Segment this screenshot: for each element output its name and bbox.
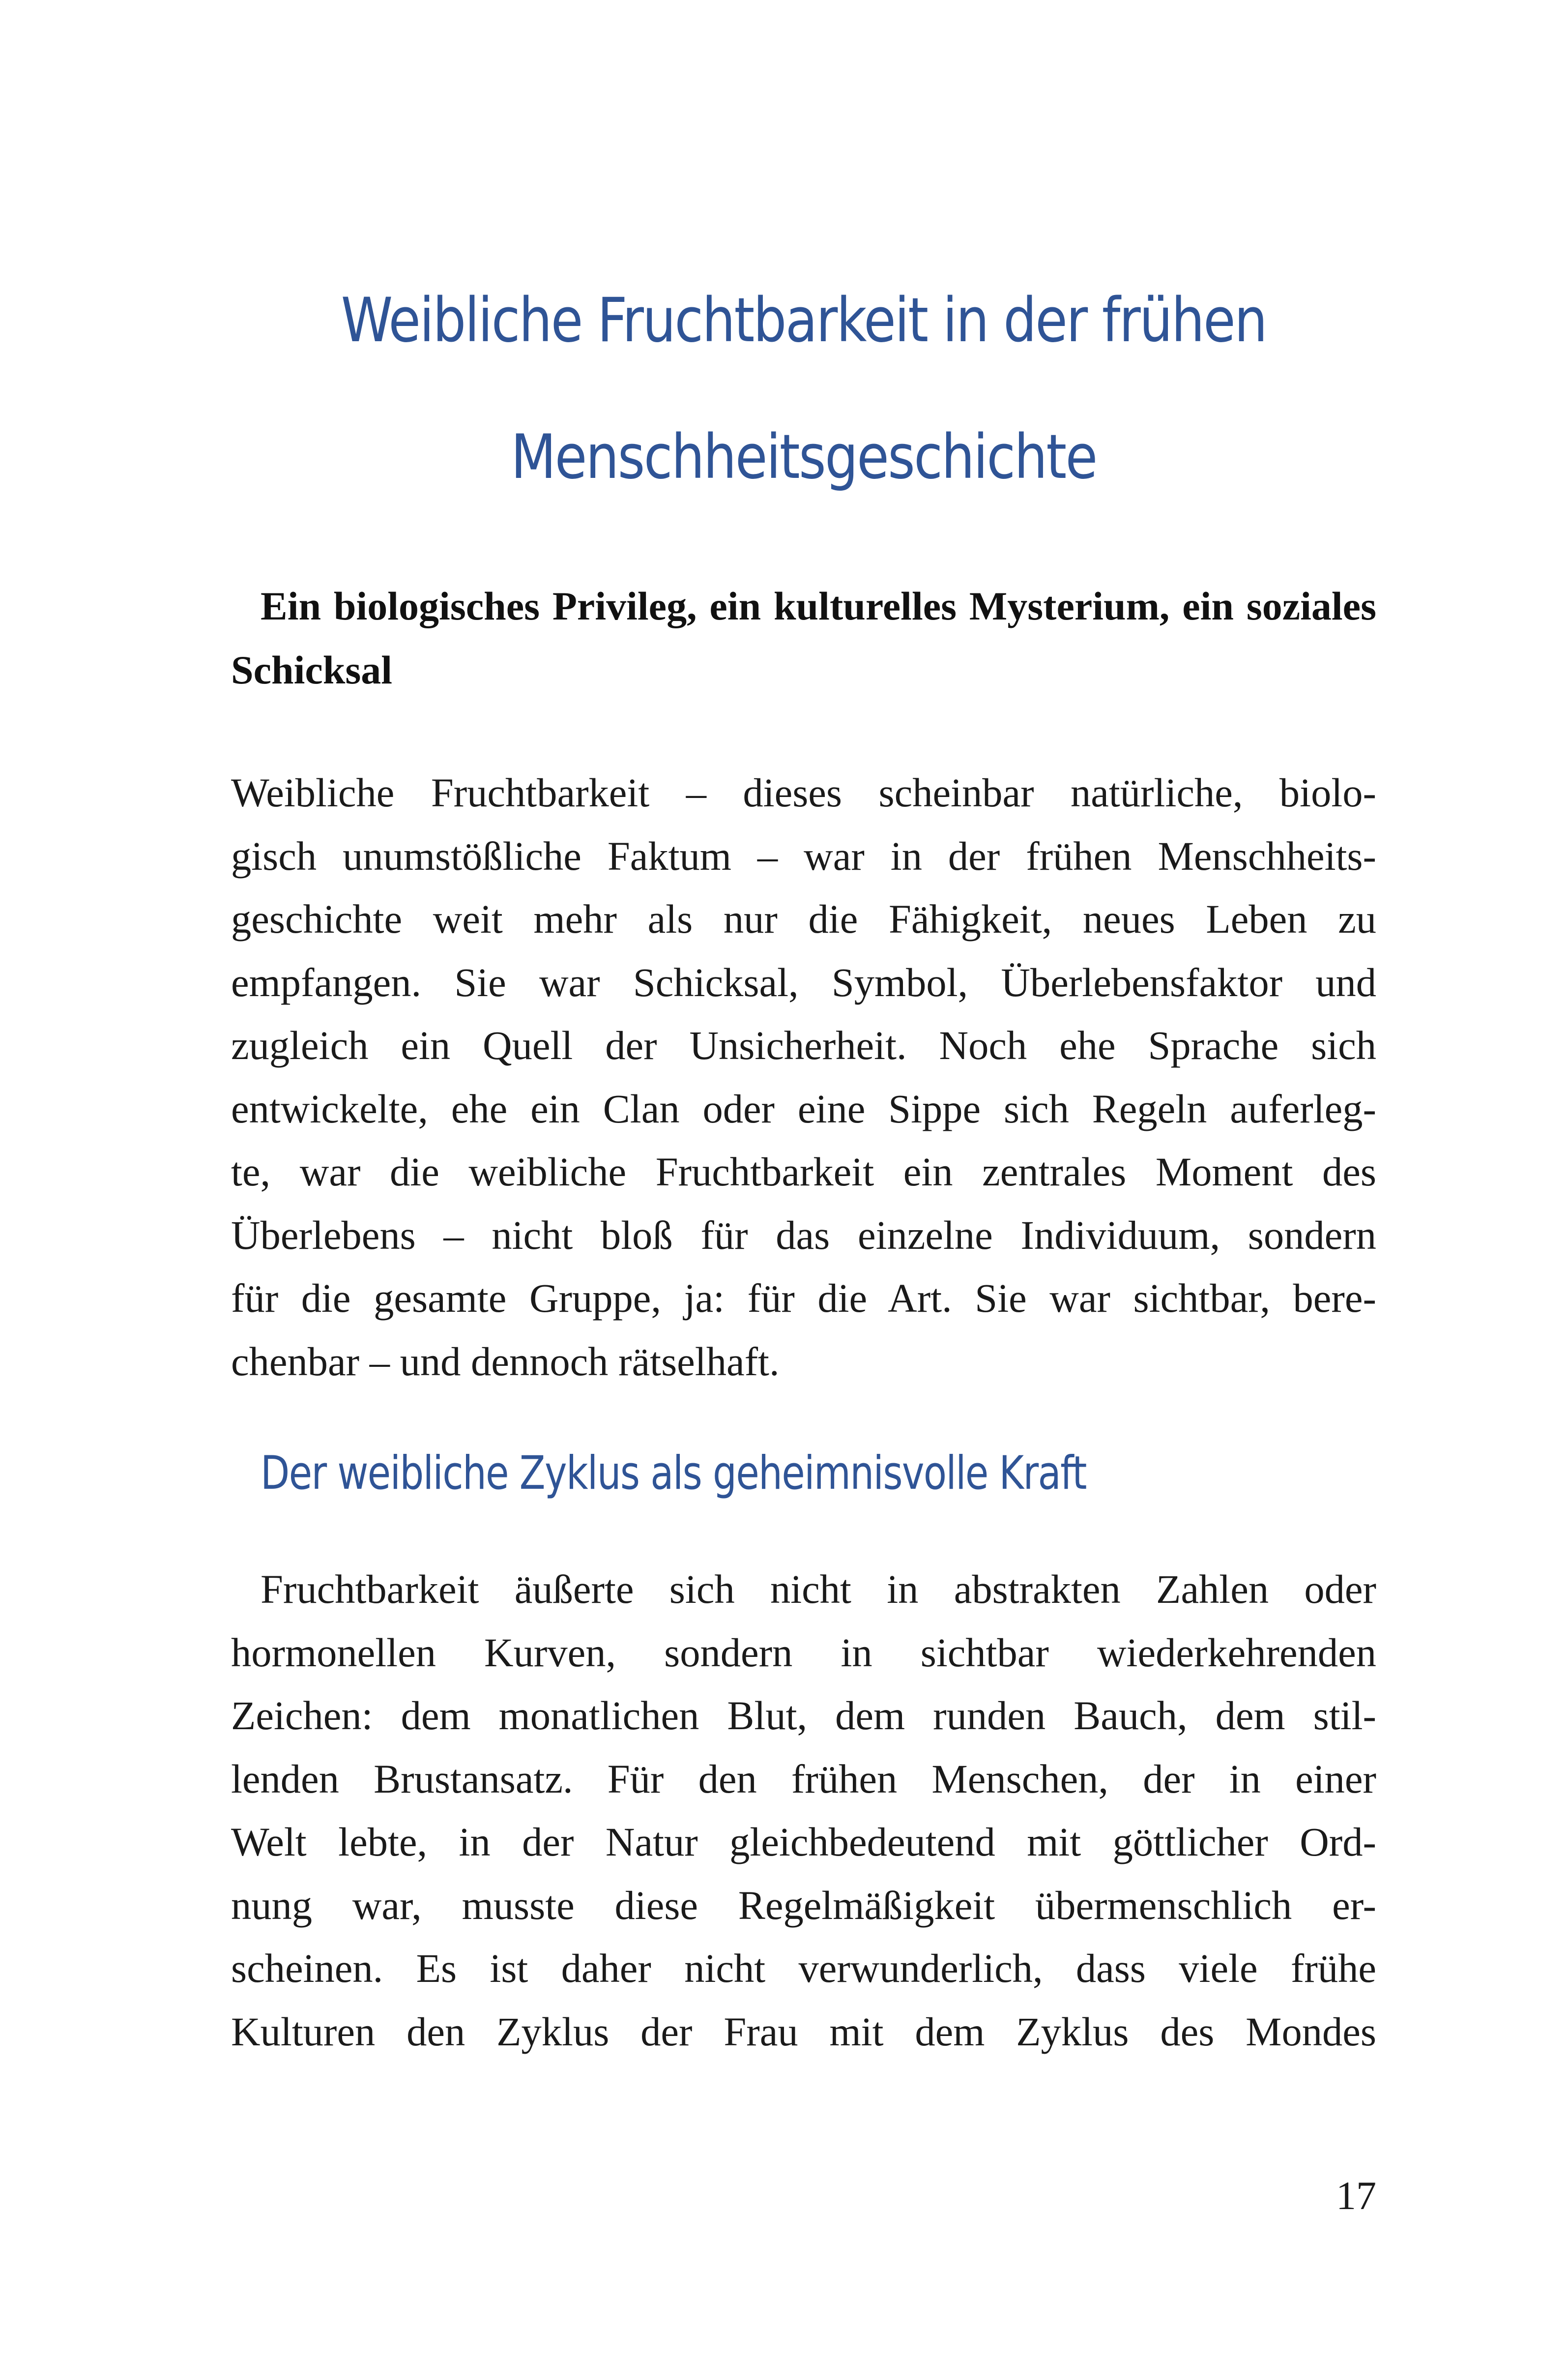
chapter-subtitle: Ein biologisches Privileg, ein kulturelles Mysterium, ein soziales Schicksal bbox=[231, 584, 1376, 692]
paragraph-line: zugleich ein Quell der Unsicherheit. Noch ehe Sprache sich bbox=[231, 1023, 1376, 1068]
paragraph-line: für die gesamte Gruppe, ja: für die Art. Sie war sichtbar, bere- bbox=[231, 1275, 1376, 1321]
paragraph-line: Welt lebte, in der Natur gleichbedeutend mit göttlicher Ord- bbox=[231, 1819, 1376, 1864]
paragraph-line: geschichte weit mehr als nur die Fähigkeit, neues Leben zu bbox=[231, 896, 1376, 942]
paragraph-line: nung war, musste diese Regelmäßigkeit übermenschlich er- bbox=[231, 1882, 1376, 1928]
paragraph-line: Kulturen den Zyklus der Frau mit dem Zyklus des Mondes bbox=[231, 2008, 1376, 2054]
paragraph-line: empfangen. Sie war Schicksal, Symbol, Überlebensfaktor und bbox=[231, 959, 1376, 1005]
paragraph-line: lenden Brustansatz. Für den frühen Menschen, der in einer bbox=[231, 1756, 1376, 1801]
paragraph-line: hormonellen Kurven, sondern in sichtbar wiederkehrenden bbox=[231, 1629, 1376, 1675]
paragraph-2 bbox=[231, 1558, 1376, 2063]
paragraph-line: Zeichen: dem monatlichen Blut, dem runden Bauch, dem stil- bbox=[231, 1693, 1376, 1738]
chapter-title-line-2: Menschheitsgeschichte bbox=[511, 422, 1097, 493]
paragraph-line: gisch unumstößliche Faktum – war in der frühen Menschheits- bbox=[231, 833, 1376, 879]
paragraph-line: Überlebens – nicht bloß für das einzelne Individuum, sondern bbox=[231, 1212, 1376, 1258]
paragraph-1 bbox=[231, 761, 1376, 1393]
paragraph-line: entwickelte, ehe ein Clan oder eine Sippe sich Regeln auferleg- bbox=[231, 1086, 1376, 1131]
paragraph-line: scheinen. Es ist daher nicht verwunderlich, dass viele frühe bbox=[231, 1946, 1376, 1991]
section-heading: Der weibliche Zyklus als geheimnisvolle Kraft bbox=[261, 1446, 1086, 1500]
chapter-title-line-1: Weibliche Fruchtbarkeit in der frühen bbox=[341, 285, 1267, 356]
paragraph-line: te, war die weibliche Fruchtbarkeit ein zentrales Moment des bbox=[231, 1149, 1376, 1194]
paragraph-line: Weibliche Fruchtbarkeit – dieses scheinbar natürliche, biolo- bbox=[231, 770, 1376, 815]
paragraph-line: Fruchtbarkeit äußerte sich nicht in abstrakten Zahlen oder bbox=[261, 1566, 1376, 1612]
page-number: 17 bbox=[1336, 2173, 1376, 2218]
paragraph-line: chenbar – und dennoch rätselhaft. bbox=[231, 1338, 780, 1384]
